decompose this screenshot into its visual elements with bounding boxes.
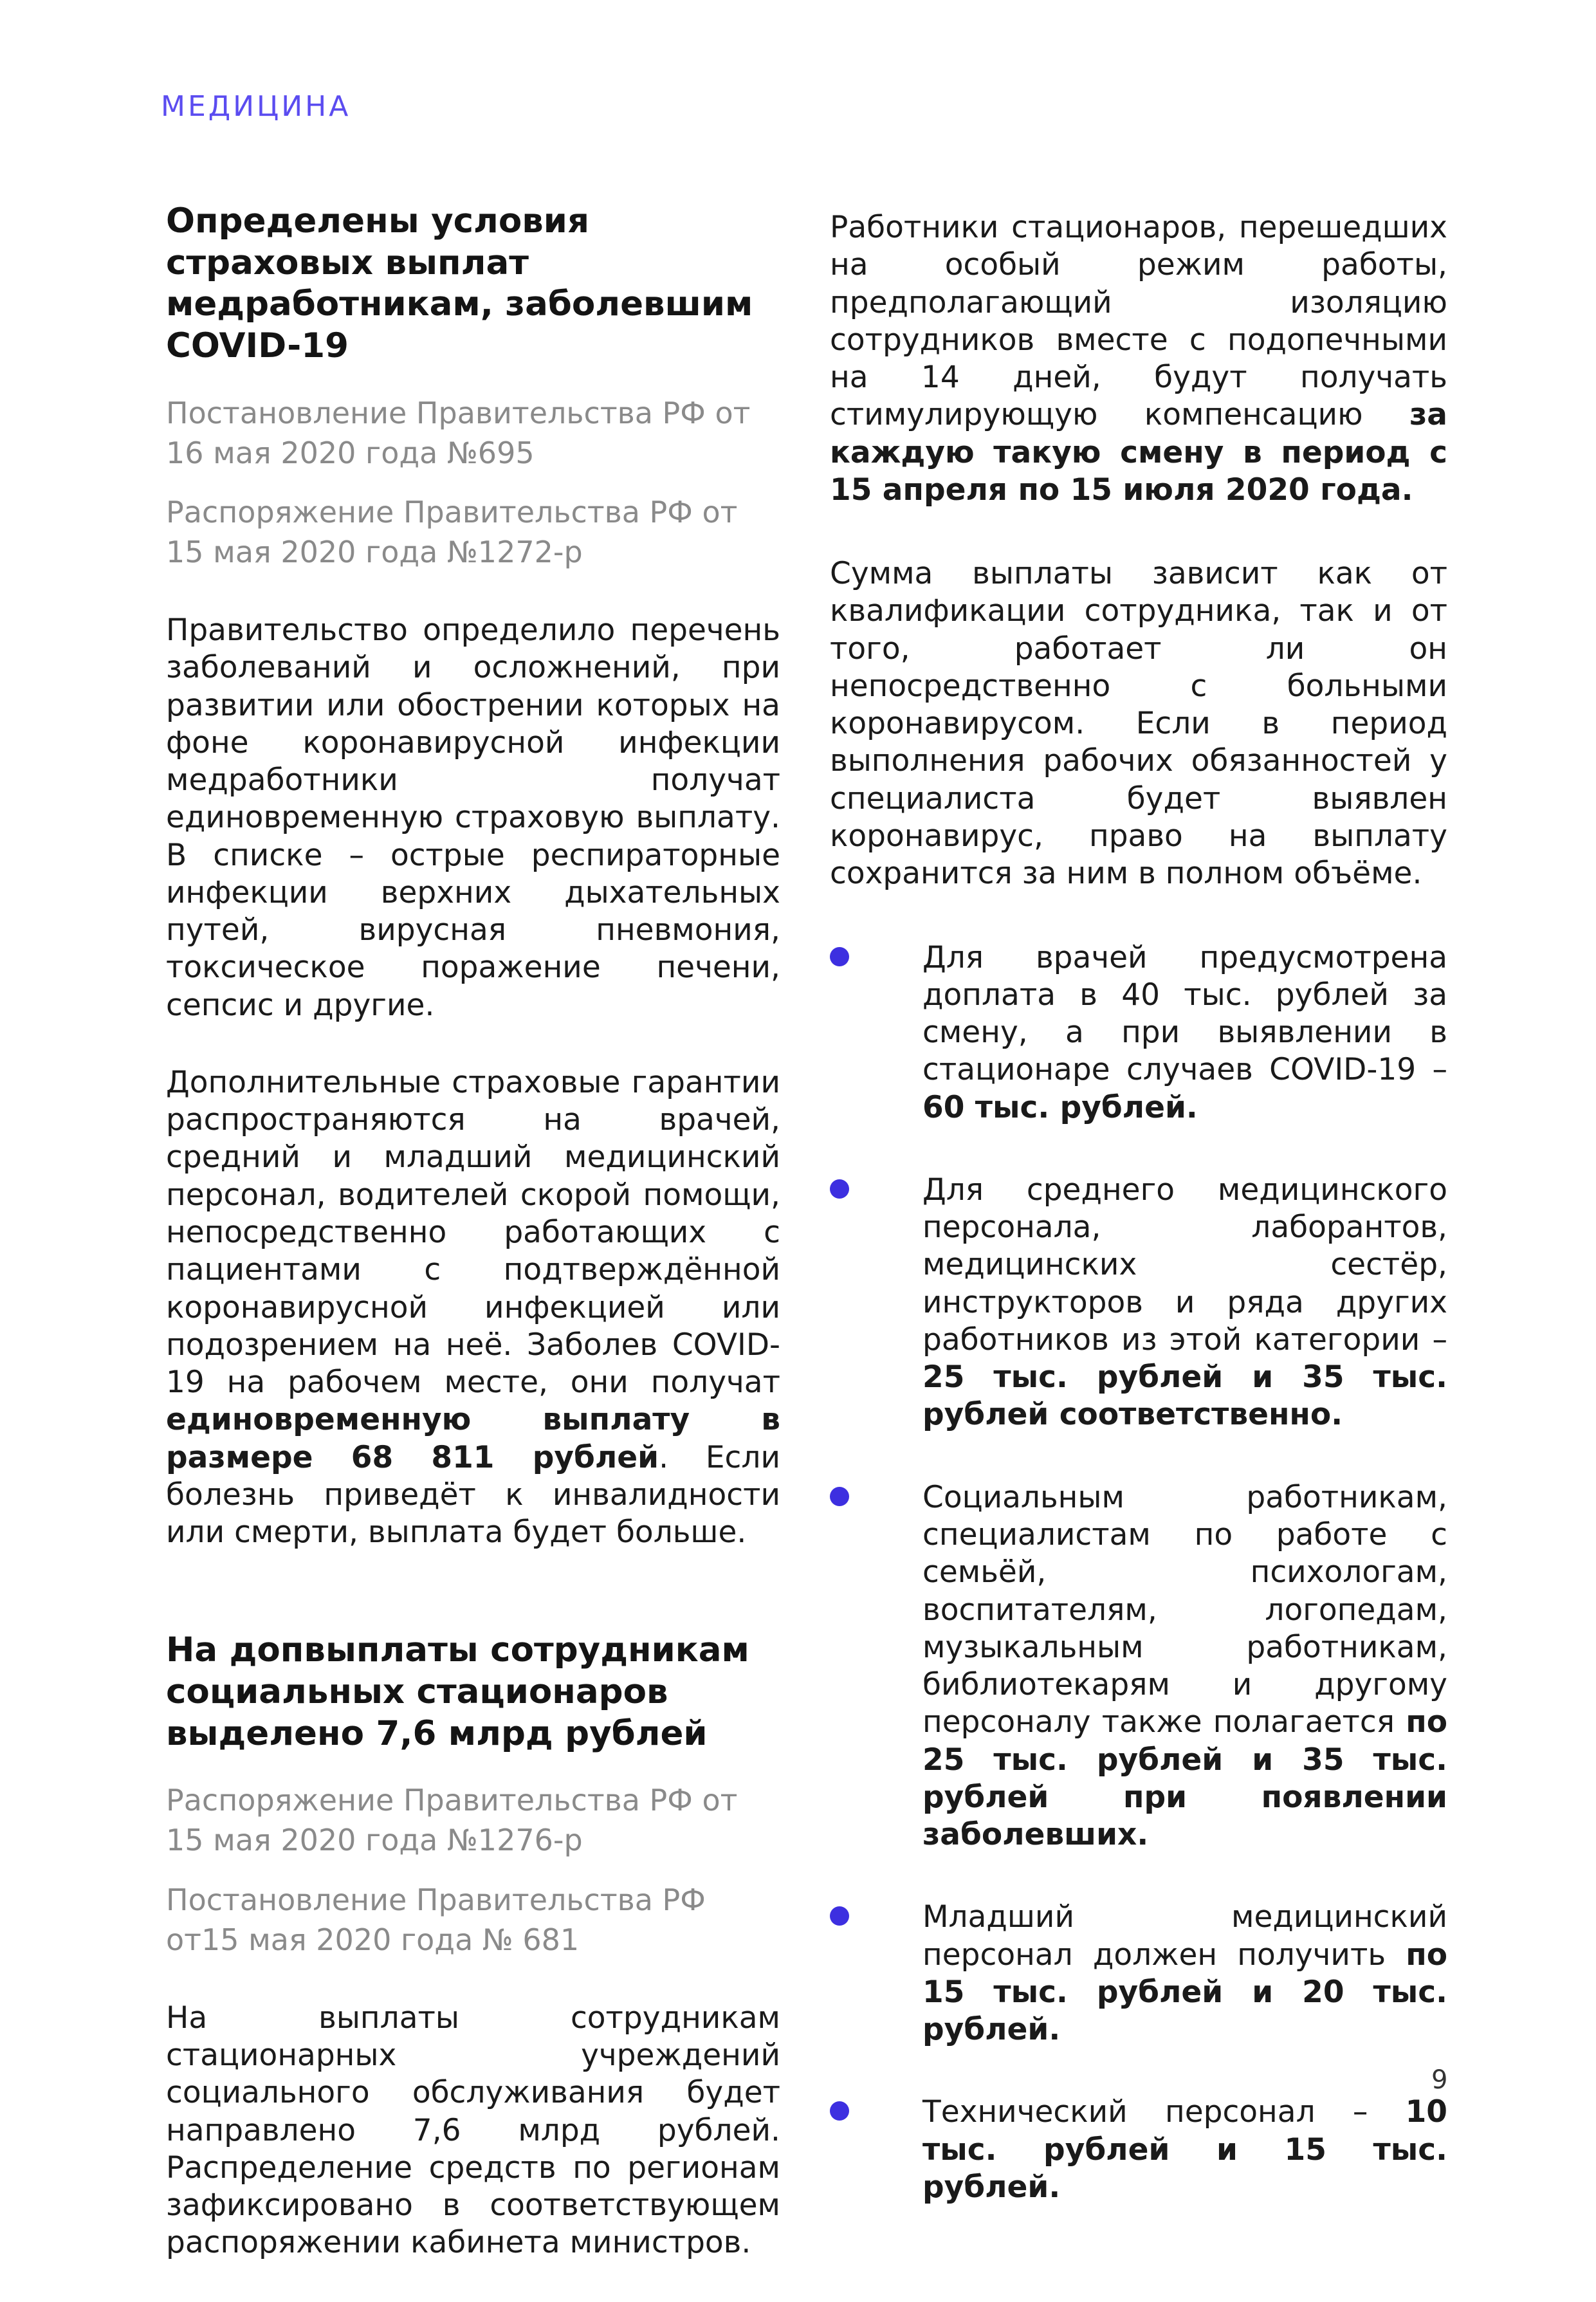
article2-ref-2: Постановление Правительства РФ от15 мая 2020 года № 681 bbox=[166, 1882, 706, 1957]
list-item-bold: 10 тыс. рублей и 15 тыс. рублей. bbox=[922, 2094, 1447, 2205]
left-column bbox=[166, 201, 780, 2302]
list-item-text: Для врачей предусмотрена доплата в 40 тыс. рублей за смену, а при выявлении в стационаре случаев COVID-19 – bbox=[922, 939, 1447, 1088]
list-item-text: Для среднего медицинского персонала, лаборантов, медицинских сестёр, инструкторов и ряда других работников из этой категории – bbox=[922, 1172, 1447, 1358]
article1-paragraph-2-tail: . Если болезнь приведёт к инвалидности или смерти, выплата будет больше. bbox=[166, 1439, 780, 1551]
list-item-text: Младший медицинский персонал должен получить bbox=[922, 1899, 1447, 1973]
list-item bbox=[830, 1479, 1447, 1854]
article2-paragraph-1: На выплаты сотрудникам стационарных учреждений социального обслуживания будет направлено 7,6 млрд рублей. Распределение средств по регионам зафиксировано в соответствующем распоряжении кабинета министров. bbox=[166, 2000, 780, 2261]
article2-paragraph-3: Сумма выплаты зависит как от квалификации сотрудника, так и от того, работает ли он непосредственно с больными коронавирусом. Если в период выполнения рабочих обязанностей у специалиста будет выявлен коронавирус, право на выплату сохранится за ним в полном объёме. bbox=[830, 556, 1447, 892]
payment-list bbox=[830, 939, 1447, 2207]
article1-ref-2: Распоряжение Правительства РФ от 15 мая 2020 года №1272-р bbox=[166, 494, 738, 569]
list-item-bold: 25 тыс. рублей и 35 тыс. рублей соответственно. bbox=[922, 1359, 1447, 1433]
list-item bbox=[830, 939, 1447, 1127]
bullet-dot-icon bbox=[830, 1487, 849, 1506]
list-item bbox=[830, 2094, 1447, 2206]
bullet-dot-icon bbox=[830, 1906, 849, 1926]
list-item-text: Технический персонал – bbox=[922, 2094, 1406, 2130]
list-item-text: Социальным работникам, специалистам по работе с семьёй, психологам, воспитателям, логопедам, музыкальным работникам, библиотекарям и другому персоналу также полагается bbox=[922, 1479, 1447, 1740]
article1-paragraph-1: Правительство определило перечень заболеваний и осложнений, при развитии или обострении которых на фоне коронавирусной инфекции медработники получат единовременную страховую выплату. В списке – острые респираторные инфекции верхних дыхательных путей, вирусная пневмония, токсическое поражение печени, сепсис и другие. bbox=[166, 612, 780, 1023]
list-item bbox=[830, 1899, 1447, 2049]
article1-paragraph-2 bbox=[166, 1064, 780, 1551]
right-column bbox=[830, 209, 1447, 2251]
article1-paragraph-2-bold: единовременную выплату в размере 68 811 рублей bbox=[166, 1402, 780, 1475]
article2-paragraph-2-bold: за каждую такую смену в период с 15 апреля по 15 июля 2020 года. bbox=[830, 397, 1447, 508]
bullet-dot-icon bbox=[830, 947, 849, 966]
list-item-bold: по 25 тыс. рублей и 35 тыс. рублей при появлении заболевших. bbox=[922, 1704, 1447, 1853]
section-label: МЕДИЦИНА bbox=[161, 90, 351, 123]
page-number: 9 bbox=[1431, 2065, 1448, 2095]
article2-paragraph-2-text: Работники стационаров, перешедших на особый режим работы, предполагающий изоляцию сотрудников вместе с подопечными на 14 дней, будут получать стимулирующую компенсацию bbox=[830, 210, 1447, 433]
article1-ref-1: Постановление Правительства РФ от 16 мая 2020 года №695 bbox=[166, 395, 751, 470]
article2-title: На допвыплаты сотрудникам социальных стационаров выделено 7,6 млрд рублей bbox=[166, 1630, 749, 1753]
bullet-dot-icon bbox=[830, 2101, 849, 2121]
article2-paragraph-2 bbox=[830, 209, 1447, 509]
article1-paragraph-2-text: Дополнительные страховые гарантии распространяются на врачей, средний и младший медицинский персонал, водителей скорой помощи, непосредственно работающих с пациентами с подтверждённой коронавирусной инфекцией или подозрением на неё. Заболев COVID-19 на рабочем месте, они получат bbox=[166, 1064, 780, 1401]
list-item bbox=[830, 1172, 1447, 1434]
list-item-bold: 60 тыс. рублей. bbox=[922, 1089, 1198, 1125]
article2-ref-1: Распоряжение Правительства РФ от 15 мая 2020 года №1276-р bbox=[166, 1783, 738, 1858]
bullet-dot-icon bbox=[830, 1179, 849, 1199]
list-item-bold: по 15 тыс. рублей и 20 тыс. рублей. bbox=[922, 1937, 1447, 2048]
article1-title: Определены условия страховых выплат медработникам, заболевшим COVID-19 bbox=[166, 201, 753, 365]
